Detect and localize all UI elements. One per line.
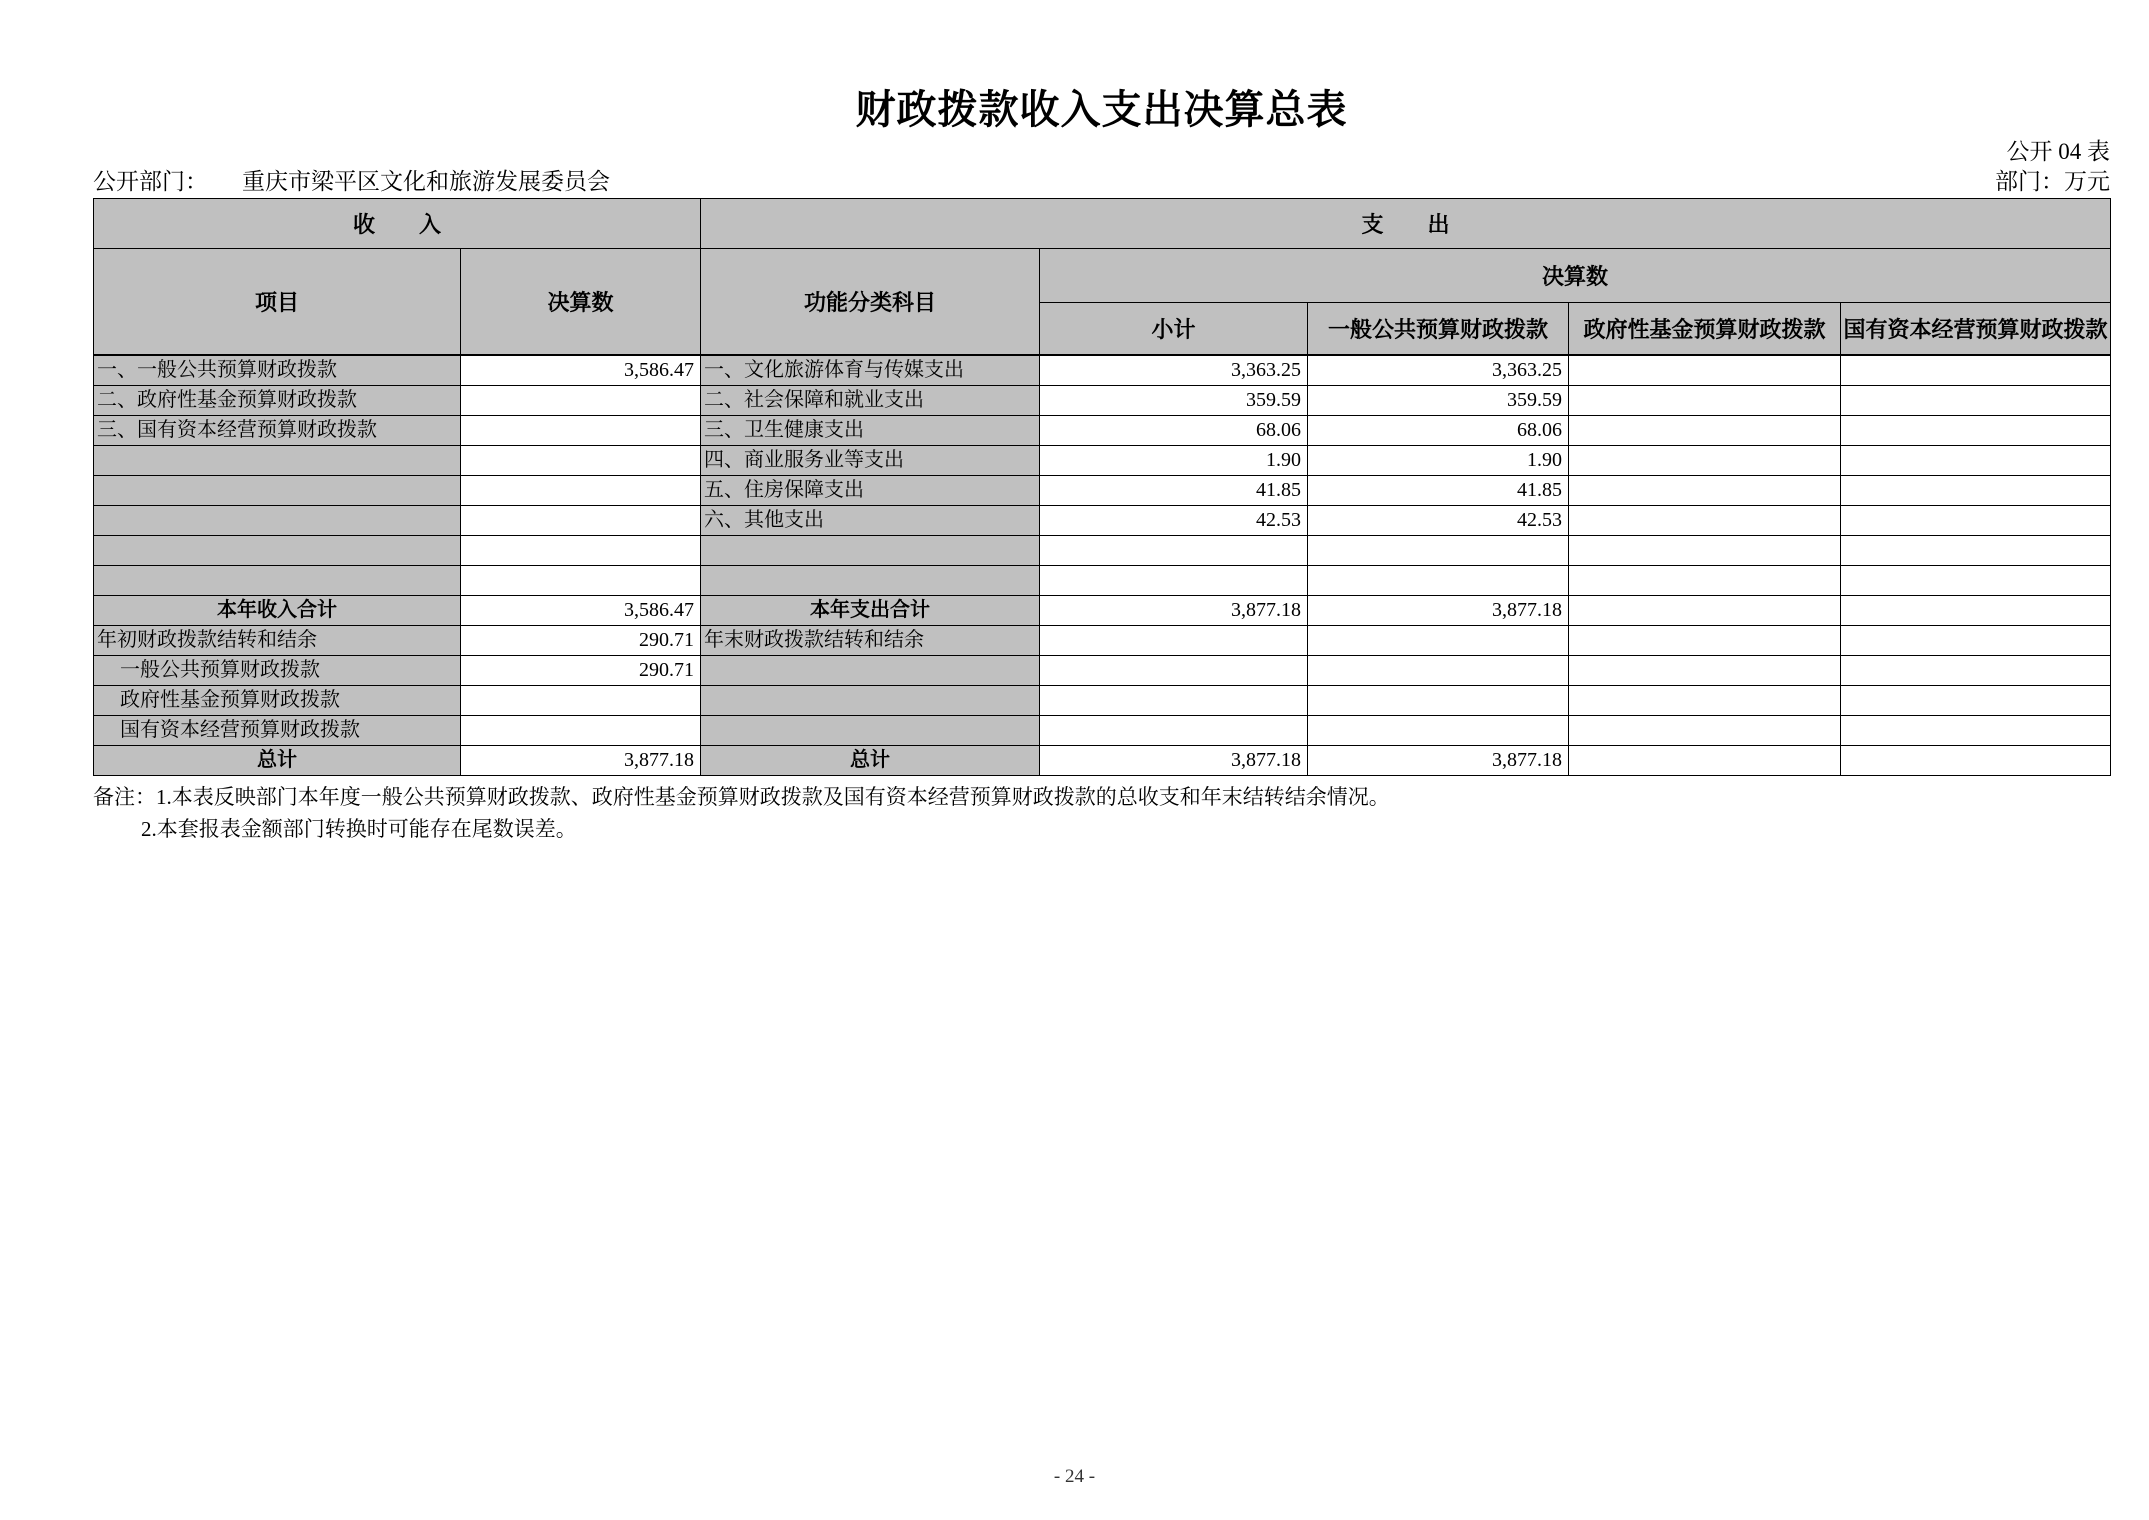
cell-gov-fund bbox=[1569, 745, 1841, 775]
cell-general bbox=[1308, 565, 1569, 595]
cell-gov-fund bbox=[1569, 415, 1841, 445]
note-label: 备注： bbox=[93, 785, 156, 809]
cell-subtotal bbox=[1040, 655, 1308, 685]
cell-amount: 3,586.47 bbox=[461, 355, 701, 386]
department-value: 重庆市梁平区文化和旅游发展委员会 bbox=[242, 169, 610, 194]
table-row bbox=[94, 625, 2111, 655]
cell-item bbox=[94, 505, 461, 535]
cell-item bbox=[94, 535, 461, 565]
cell-amount bbox=[461, 475, 701, 505]
cell-subtotal: 3,363.25 bbox=[1040, 355, 1308, 386]
cell-subtotal: 1.90 bbox=[1040, 445, 1308, 475]
cell-func bbox=[701, 565, 1040, 595]
cell-general: 41.85 bbox=[1308, 475, 1569, 505]
table-row bbox=[94, 385, 2111, 415]
header-expense-section: 支 出 bbox=[701, 199, 2111, 249]
col-header-amount-group: 决算数 bbox=[1040, 249, 2111, 303]
cell-gov-fund bbox=[1569, 715, 1841, 745]
cell-general bbox=[1308, 535, 1569, 565]
cell-subtotal: 68.06 bbox=[1040, 415, 1308, 445]
meta-line bbox=[93, 163, 2110, 196]
cell-state-capital bbox=[1841, 685, 2111, 715]
cell-amount: 3,877.18 bbox=[461, 745, 701, 775]
cell-subtotal: 42.53 bbox=[1040, 505, 1308, 535]
col-header-state-capital: 国有资本经营预算财政拨款 bbox=[1841, 303, 2111, 355]
cell-gov-fund bbox=[1569, 565, 1841, 595]
cell-general: 359.59 bbox=[1308, 385, 1569, 415]
cell-amount: 290.71 bbox=[461, 655, 701, 685]
table-header bbox=[94, 199, 2111, 355]
cell-general: 3,877.18 bbox=[1308, 595, 1569, 625]
table-row bbox=[94, 415, 2111, 445]
cell-item: 一般公共预算财政拨款 bbox=[94, 655, 461, 685]
cell-item: 总计 bbox=[94, 745, 461, 775]
cell-gov-fund bbox=[1569, 385, 1841, 415]
table-row bbox=[94, 745, 2111, 775]
cell-item bbox=[94, 475, 461, 505]
table-row bbox=[94, 475, 2111, 505]
cell-gov-fund bbox=[1569, 535, 1841, 565]
cell-general: 42.53 bbox=[1308, 505, 1569, 535]
cell-item: 国有资本经营预算财政拨款 bbox=[94, 715, 461, 745]
cell-func bbox=[701, 715, 1040, 745]
cell-func bbox=[701, 535, 1040, 565]
table-row bbox=[94, 655, 2111, 685]
cell-general bbox=[1308, 655, 1569, 685]
cell-amount bbox=[461, 415, 701, 445]
table-row bbox=[94, 355, 2111, 386]
page-number: - 24 - bbox=[1053, 1466, 1096, 1487]
budget-summary-table bbox=[93, 198, 2111, 776]
cell-general: 3,363.25 bbox=[1308, 355, 1569, 386]
cell-func: 总计 bbox=[701, 745, 1040, 775]
cell-amount: 3,586.47 bbox=[461, 595, 701, 625]
cell-amount bbox=[461, 505, 701, 535]
cell-item bbox=[94, 445, 461, 475]
table-row bbox=[94, 685, 2111, 715]
notes bbox=[93, 781, 2110, 845]
cell-amount bbox=[461, 715, 701, 745]
department-label: 公开部门： bbox=[93, 169, 208, 194]
table-code: 公开 04 表 bbox=[2006, 139, 2110, 164]
table-row bbox=[94, 505, 2111, 535]
cell-general bbox=[1308, 625, 1569, 655]
cell-state-capital bbox=[1841, 715, 2111, 745]
cell-amount: 290.71 bbox=[461, 625, 701, 655]
cell-func: 年末财政拨款结转和结余 bbox=[701, 625, 1040, 655]
cell-general: 1.90 bbox=[1308, 445, 1569, 475]
cell-gov-fund bbox=[1569, 475, 1841, 505]
cell-general bbox=[1308, 715, 1569, 745]
cell-subtotal bbox=[1040, 625, 1308, 655]
cell-state-capital bbox=[1841, 445, 2111, 475]
col-header-gov-fund: 政府性基金预算财政拨款 bbox=[1569, 303, 1841, 355]
cell-item: 政府性基金预算财政拨款 bbox=[94, 685, 461, 715]
header-row-sections bbox=[94, 199, 2111, 249]
cell-gov-fund bbox=[1569, 685, 1841, 715]
page-title: 财政拨款收入支出决算总表 bbox=[855, 87, 1348, 132]
cell-state-capital bbox=[1841, 535, 2111, 565]
unit-label: 部门：万元 bbox=[1995, 169, 2110, 194]
cell-gov-fund bbox=[1569, 445, 1841, 475]
cell-func: 二、社会保障和就业支出 bbox=[701, 385, 1040, 415]
cell-func: 六、其他支出 bbox=[701, 505, 1040, 535]
cell-subtotal: 3,877.18 bbox=[1040, 745, 1308, 775]
cell-gov-fund bbox=[1569, 505, 1841, 535]
cell-item: 二、政府性基金预算财政拨款 bbox=[94, 385, 461, 415]
cell-item: 年初财政拨款结转和结余 bbox=[94, 625, 461, 655]
cell-func: 五、住房保障支出 bbox=[701, 475, 1040, 505]
cell-func bbox=[701, 655, 1040, 685]
cell-amount bbox=[461, 385, 701, 415]
cell-item: 本年收入合计 bbox=[94, 595, 461, 625]
cell-subtotal: 359.59 bbox=[1040, 385, 1308, 415]
cell-gov-fund bbox=[1569, 355, 1841, 386]
cell-general: 68.06 bbox=[1308, 415, 1569, 445]
cell-state-capital bbox=[1841, 415, 2111, 445]
department-line bbox=[93, 163, 610, 196]
cell-state-capital bbox=[1841, 595, 2111, 625]
cell-general bbox=[1308, 685, 1569, 715]
cell-state-capital bbox=[1841, 385, 2111, 415]
cell-subtotal: 3,877.18 bbox=[1040, 595, 1308, 625]
cell-state-capital bbox=[1841, 505, 2111, 535]
cell-state-capital bbox=[1841, 625, 2111, 655]
col-header-amount: 决算数 bbox=[461, 249, 701, 355]
cell-func: 四、商业服务业等支出 bbox=[701, 445, 1040, 475]
header-row-columns bbox=[94, 249, 2111, 303]
cell-amount bbox=[461, 535, 701, 565]
cell-subtotal bbox=[1040, 535, 1308, 565]
cell-subtotal bbox=[1040, 565, 1308, 595]
cell-item: 三、国有资本经营预算财政拨款 bbox=[94, 415, 461, 445]
cell-func: 一、文化旅游体育与传媒支出 bbox=[701, 355, 1040, 386]
cell-func: 三、卫生健康支出 bbox=[701, 415, 1040, 445]
col-header-func: 功能分类科目 bbox=[701, 249, 1040, 355]
cell-state-capital bbox=[1841, 655, 2111, 685]
col-header-item: 项目 bbox=[94, 249, 461, 355]
cell-subtotal: 41.85 bbox=[1040, 475, 1308, 505]
note-line-1 bbox=[93, 781, 2110, 813]
cell-gov-fund bbox=[1569, 595, 1841, 625]
cell-func bbox=[701, 685, 1040, 715]
cell-state-capital bbox=[1841, 745, 2111, 775]
table-row bbox=[94, 445, 2111, 475]
table-row bbox=[94, 565, 2111, 595]
cell-item: 一、一般公共预算财政拨款 bbox=[94, 355, 461, 386]
cell-amount bbox=[461, 445, 701, 475]
table-body bbox=[94, 355, 2111, 776]
cell-item bbox=[94, 565, 461, 595]
cell-subtotal bbox=[1040, 715, 1308, 745]
cell-general: 3,877.18 bbox=[1308, 745, 1569, 775]
note-line-2: 2.本套报表金额部门转换时可能存在尾数误差。 bbox=[141, 817, 577, 841]
cell-state-capital bbox=[1841, 355, 2111, 386]
cell-state-capital bbox=[1841, 475, 2111, 505]
col-header-subtotal: 小计 bbox=[1040, 303, 1308, 355]
cell-amount bbox=[461, 565, 701, 595]
cell-gov-fund bbox=[1569, 625, 1841, 655]
table-row bbox=[94, 595, 2111, 625]
note-1-text: 1.本表反映部门本年度一般公共预算财政拨款、政府性基金预算财政拨款及国有资本经营预算财政拨款的总收支和年末结转结余情况。 bbox=[156, 785, 1390, 809]
table-row bbox=[94, 715, 2111, 745]
col-header-general-budget: 一般公共预算财政拨款 bbox=[1308, 303, 1569, 355]
table-row bbox=[94, 535, 2111, 565]
cell-subtotal bbox=[1040, 685, 1308, 715]
cell-func: 本年支出合计 bbox=[701, 595, 1040, 625]
cell-gov-fund bbox=[1569, 655, 1841, 685]
cell-amount bbox=[461, 685, 701, 715]
header-income-section: 收 入 bbox=[94, 199, 701, 249]
cell-state-capital bbox=[1841, 565, 2111, 595]
